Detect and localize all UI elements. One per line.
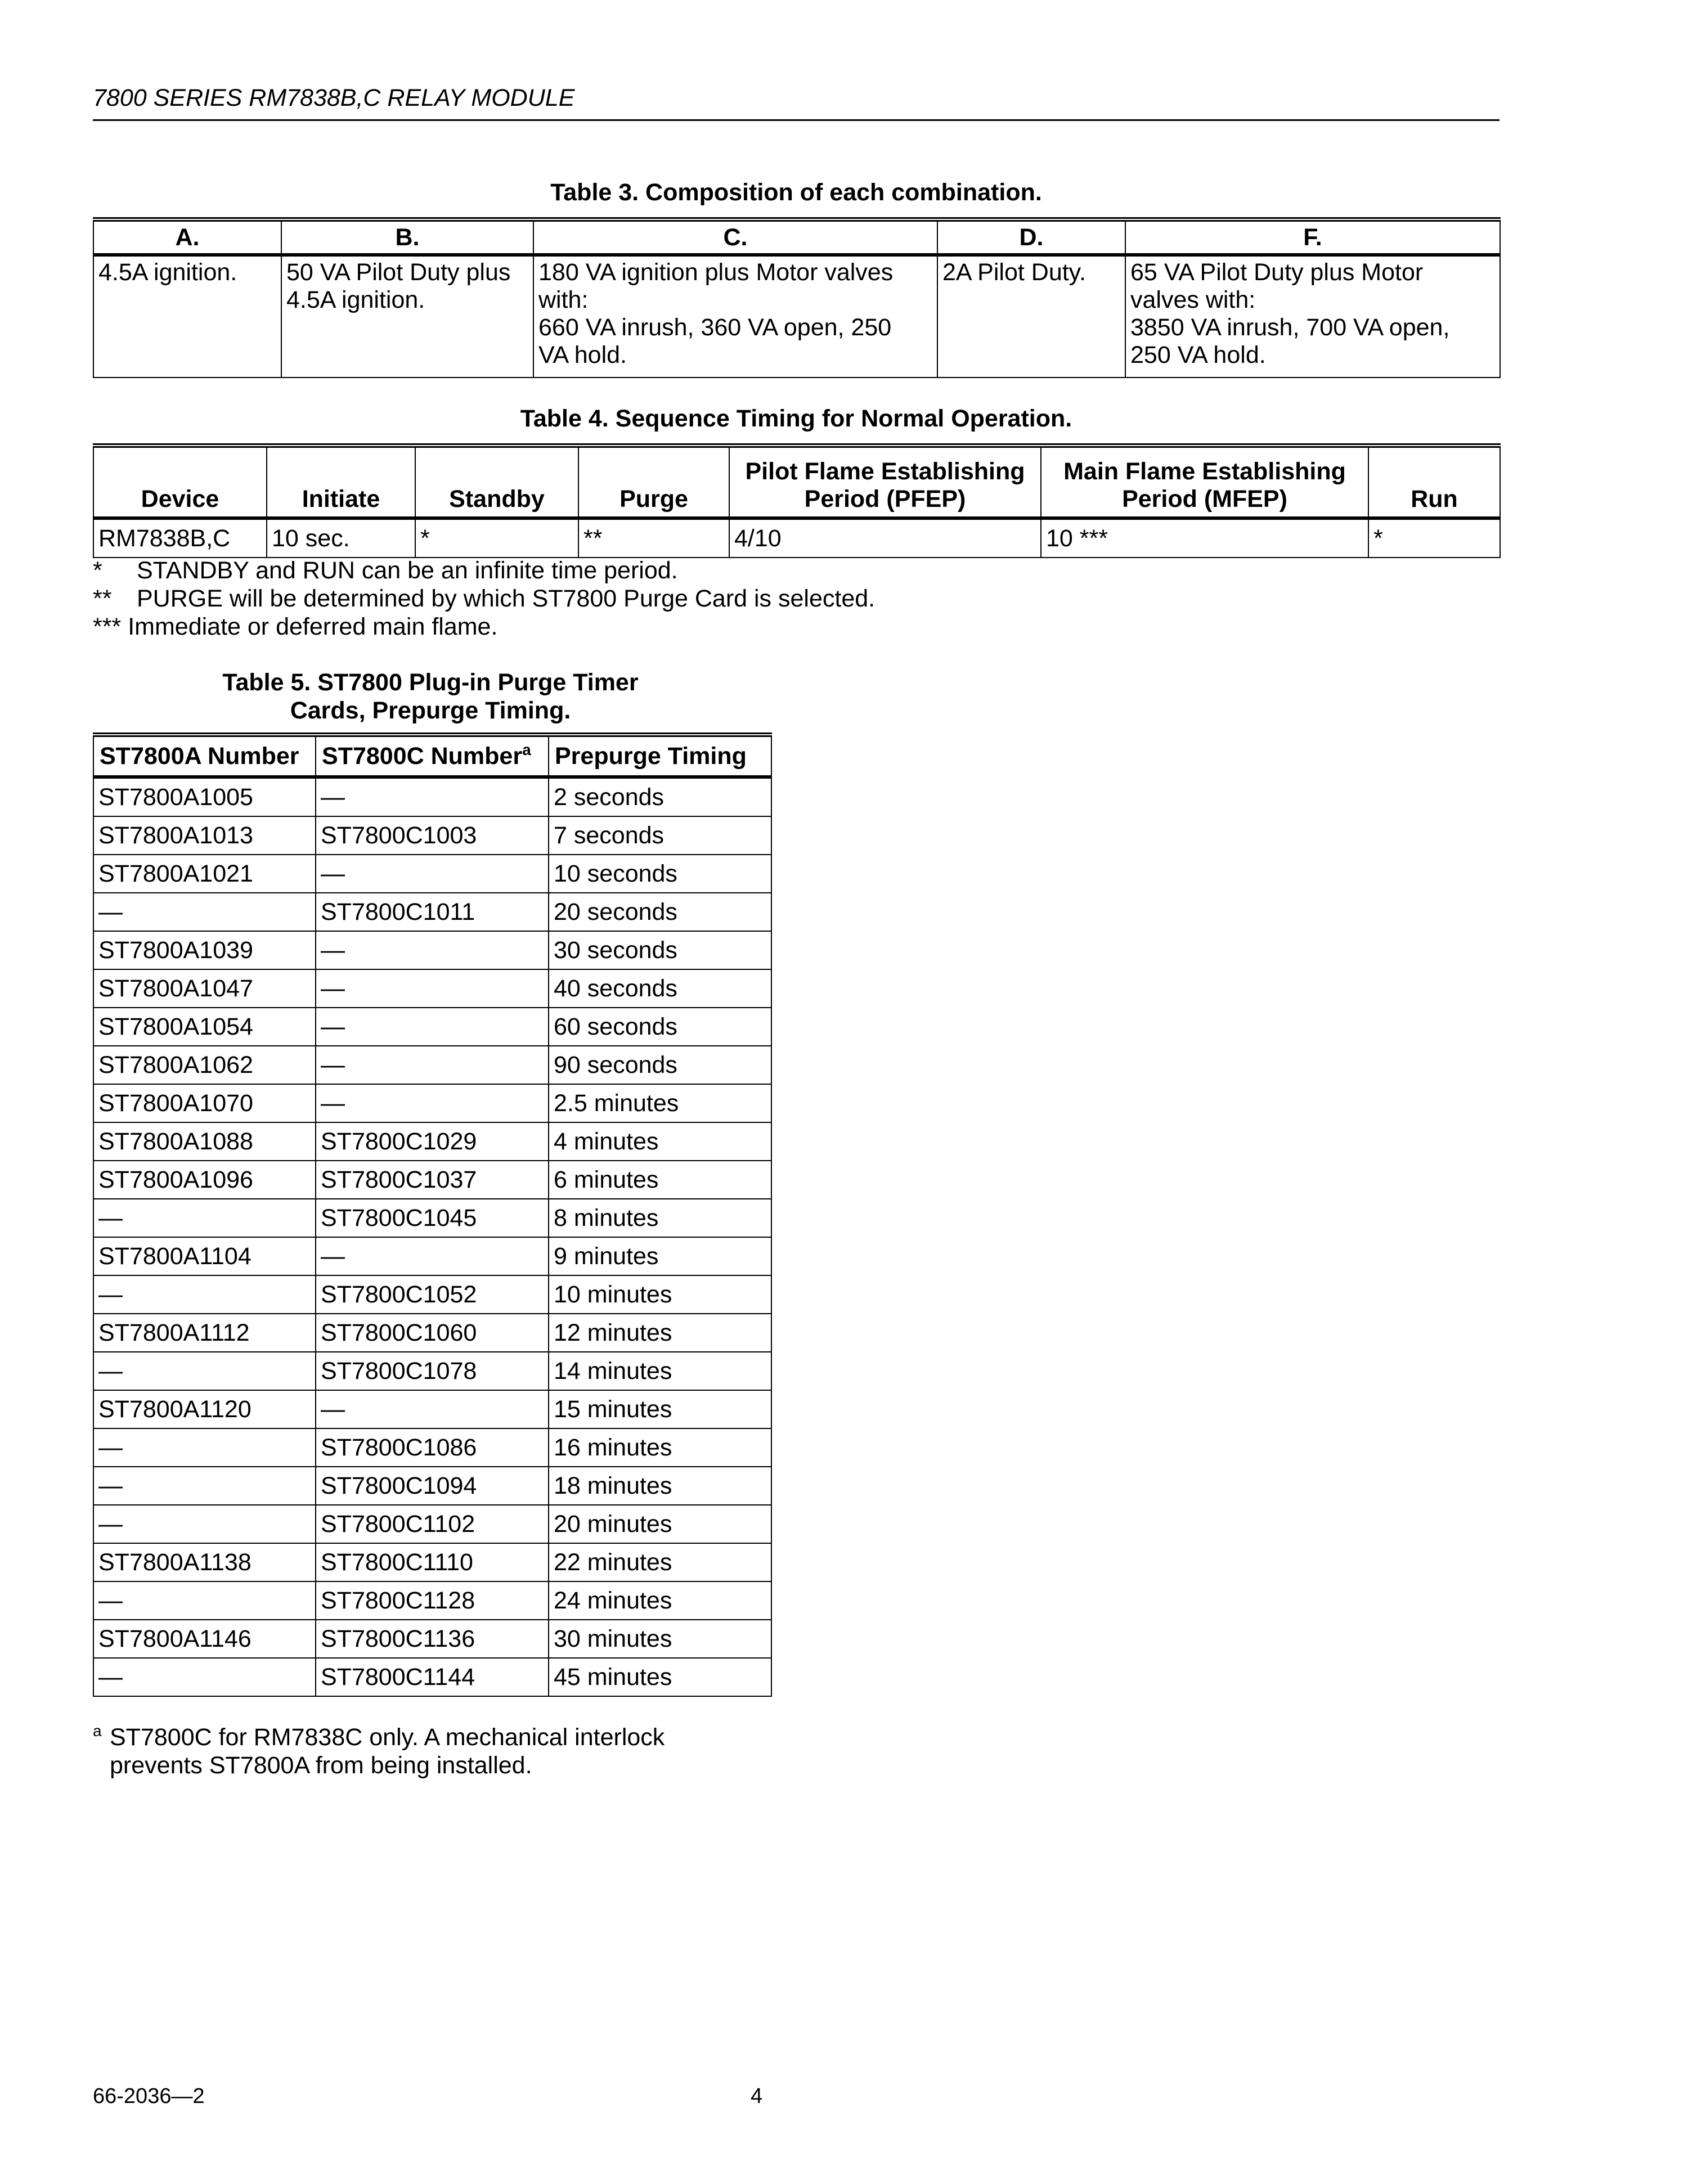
a-number-cell: ST7800A1096 (93, 1161, 316, 1199)
table3-header-cell: A. (93, 219, 281, 255)
table3-header-cell: C. (533, 219, 937, 255)
table5-header-cell: ST7800A Number (93, 735, 316, 777)
table4-header-cell: Main Flame Establishing Period (MFEP) (1041, 446, 1368, 518)
a-number-cell: ST7800A1138 (93, 1543, 316, 1581)
table-row (93, 1620, 771, 1658)
cell-line: VA hold. (538, 341, 627, 369)
footnote-line: prevents ST7800A from being installed. (110, 1752, 532, 1779)
c-number-cell: — (316, 855, 549, 893)
footnote-ref: a (522, 740, 531, 758)
table4 (93, 443, 1501, 558)
table4-header-cell: Initiate (267, 446, 415, 518)
table4-header-cell: Pilot Flame Establishing Period (PFEP) (729, 446, 1041, 518)
cell-line: 3850 VA inrush, 700 VA open, (1130, 314, 1450, 341)
c-number-cell: ST7800C1052 (316, 1275, 549, 1314)
header-rule (93, 119, 1500, 121)
cell-line: 50 VA Pilot Duty plus (286, 259, 511, 286)
a-number-cell: ST7800A1120 (93, 1390, 316, 1428)
table3-cell-b (281, 255, 533, 378)
footnote-mark: a (93, 1722, 102, 1740)
table-row (93, 1199, 771, 1237)
a-number-cell: ST7800A1054 (93, 1008, 316, 1046)
a-number-cell: ST7800A1047 (93, 969, 316, 1008)
table3-row (93, 255, 1500, 378)
footnote-text: ST7800C for RM7838C only. A mechanical interlock (110, 1724, 665, 1751)
table4-cell: RM7838B,C (93, 518, 267, 558)
table-row (93, 1658, 771, 1696)
table-row (93, 1275, 771, 1314)
table-row (93, 855, 771, 893)
table4-cell: * (415, 518, 578, 558)
table4-footnote (93, 585, 875, 613)
c-number-cell: ST7800C1144 (316, 1658, 549, 1696)
a-number-cell: — (93, 1428, 316, 1467)
a-number-cell: — (93, 1505, 316, 1543)
timing-cell: 10 seconds (549, 855, 771, 893)
a-number-cell: — (93, 1467, 316, 1505)
table3 (93, 217, 1501, 378)
timing-cell: 4 minutes (549, 1122, 771, 1161)
table4-cell: 4/10 (729, 518, 1041, 558)
c-number-cell: ST7800C1136 (316, 1620, 549, 1658)
table5-body (93, 777, 771, 1696)
table3-header-cell: D. (937, 219, 1125, 255)
footer-doc-number: 66-2036—2 (93, 2084, 205, 2108)
c-number-cell: ST7800C1045 (316, 1199, 549, 1237)
table4-header-row (93, 446, 1500, 518)
table-row (93, 1543, 771, 1581)
a-number-cell: — (93, 1581, 316, 1620)
header-text: ST7800C Number (322, 742, 523, 770)
table-row (93, 1161, 771, 1199)
timing-cell: 20 seconds (549, 893, 771, 931)
table3-header-cell: F. (1125, 219, 1500, 255)
a-number-cell: ST7800A1021 (93, 855, 316, 893)
cell-line: 65 VA Pilot Duty plus Motor (1130, 259, 1424, 286)
footer-page-number: 4 (751, 2084, 763, 2108)
timing-cell: 9 minutes (549, 1237, 771, 1275)
table5-header-cell: Prepurge Timing (549, 735, 771, 777)
table-row (93, 1008, 771, 1046)
c-number-cell: ST7800C1078 (316, 1352, 549, 1390)
table-row (93, 777, 771, 816)
table-row (93, 1352, 771, 1390)
table-row (93, 969, 771, 1008)
a-number-cell: ST7800A1088 (93, 1122, 316, 1161)
footnote-text: PURGE will be determined by which ST7800 Purge Card is selected. (137, 585, 876, 612)
table4-cell: * (1368, 518, 1500, 558)
c-number-cell: — (316, 1084, 549, 1122)
a-number-cell: — (93, 1352, 316, 1390)
table5-footnote (93, 1717, 665, 1779)
timing-cell: 45 minutes (549, 1658, 771, 1696)
a-number-cell: ST7800A1146 (93, 1620, 316, 1658)
table3-cell-f (1125, 255, 1500, 378)
c-number-cell: ST7800C1128 (316, 1581, 549, 1620)
c-number-cell: ST7800C1102 (316, 1505, 549, 1543)
table4-header-cell: Purge (578, 446, 729, 518)
timing-cell: 8 minutes (549, 1199, 771, 1237)
a-number-cell: — (93, 893, 316, 931)
table4-cell: 10 *** (1041, 518, 1368, 558)
a-number-cell: ST7800A1112 (93, 1314, 316, 1352)
table5 (93, 733, 772, 1697)
table3-cell-d (937, 255, 1125, 378)
caption-line: Table 5. ST7800 Plug-in Purge Timer (222, 669, 639, 696)
a-number-cell: ST7800A1104 (93, 1237, 316, 1275)
a-number-cell: ST7800A1070 (93, 1084, 316, 1122)
c-number-cell: ST7800C1110 (316, 1543, 549, 1581)
c-number-cell: — (316, 1237, 549, 1275)
table-row (93, 1122, 771, 1161)
table-row (93, 1428, 771, 1467)
table-row (93, 1046, 771, 1084)
table-row (93, 1467, 771, 1505)
table3-header-row (93, 219, 1500, 255)
table5-header-row (93, 735, 771, 777)
a-number-cell: — (93, 1199, 316, 1237)
timing-cell: 20 minutes (549, 1505, 771, 1543)
table-row (93, 1390, 771, 1428)
table-row (93, 893, 771, 931)
timing-cell: 30 minutes (549, 1620, 771, 1658)
c-number-cell: ST7800C1003 (316, 816, 549, 855)
table4-row (93, 518, 1500, 558)
table3-cell-a (93, 255, 281, 378)
timing-cell: 30 seconds (549, 931, 771, 969)
table-row (93, 1505, 771, 1543)
a-number-cell: — (93, 1658, 316, 1696)
cell-line: valves with: (1130, 286, 1256, 313)
timing-cell: 40 seconds (549, 969, 771, 1008)
table4-footnote (93, 557, 678, 585)
table4-caption: Table 4. Sequence Timing for Normal Operation. (520, 405, 1072, 432)
table5-caption (93, 668, 768, 725)
cell-line: 250 VA hold. (1130, 341, 1266, 369)
cell-line: 2A Pilot Duty. (942, 259, 1086, 286)
c-number-cell: — (316, 1046, 549, 1084)
c-number-cell: ST7800C1037 (316, 1161, 549, 1199)
footnote-text: STANDBY and RUN can be an infinite time period. (137, 557, 678, 584)
c-number-cell: — (316, 931, 549, 969)
table3-header-cell: B. (281, 219, 533, 255)
footnote-mark: ** (93, 585, 112, 612)
a-number-cell: ST7800A1039 (93, 931, 316, 969)
table-row (93, 931, 771, 969)
table-row (93, 1237, 771, 1275)
table-row (93, 1581, 771, 1620)
c-number-cell: ST7800C1086 (316, 1428, 549, 1467)
timing-cell: 24 minutes (549, 1581, 771, 1620)
table3-cell-c (533, 255, 937, 378)
footnote-text: Immediate or deferred main flame. (128, 613, 498, 640)
table4-header-cell: Run (1368, 446, 1500, 518)
table3-caption: Table 3. Composition of each combination. (550, 179, 1042, 206)
a-number-cell: ST7800A1013 (93, 816, 316, 855)
cell-line: 660 VA inrush, 360 VA open, 250 (538, 314, 892, 341)
running-header-title: 7800 SERIES RM7838B,C RELAY MODULE (93, 84, 575, 111)
timing-cell: 22 minutes (549, 1543, 771, 1581)
timing-cell: 10 minutes (549, 1275, 771, 1314)
footnote-line (93, 1717, 665, 1751)
timing-cell: 16 minutes (549, 1428, 771, 1467)
c-number-cell: — (316, 777, 549, 816)
c-number-cell: ST7800C1029 (316, 1122, 549, 1161)
table4-header-cell: Device (93, 446, 267, 518)
table5-header-cell (316, 735, 549, 777)
table-row (93, 1084, 771, 1122)
c-number-cell: ST7800C1011 (316, 893, 549, 931)
timing-cell: 60 seconds (549, 1008, 771, 1046)
c-number-cell: — (316, 1390, 549, 1428)
timing-cell: 90 seconds (549, 1046, 771, 1084)
timing-cell: 2 seconds (549, 777, 771, 816)
c-number-cell: ST7800C1094 (316, 1467, 549, 1505)
a-number-cell: ST7800A1005 (93, 777, 316, 816)
table4-footnote (93, 613, 497, 641)
c-number-cell: — (316, 969, 549, 1008)
timing-cell: 14 minutes (549, 1352, 771, 1390)
timing-cell: 15 minutes (549, 1390, 771, 1428)
c-number-cell: — (316, 1008, 549, 1046)
footnote-mark: *** (93, 613, 122, 640)
timing-cell: 18 minutes (549, 1467, 771, 1505)
cell-line: 4.5A ignition. (98, 259, 237, 286)
cell-line: with: (538, 286, 589, 313)
cell-line: 180 VA ignition plus Motor valves (538, 259, 894, 286)
timing-cell: 12 minutes (549, 1314, 771, 1352)
c-number-cell: ST7800C1060 (316, 1314, 549, 1352)
timing-cell: 7 seconds (549, 816, 771, 855)
table4-cell: 10 sec. (267, 518, 415, 558)
table-row (93, 816, 771, 855)
a-number-cell: ST7800A1062 (93, 1046, 316, 1084)
a-number-cell: — (93, 1275, 316, 1314)
timing-cell: 6 minutes (549, 1161, 771, 1199)
footnote-mark: * (93, 557, 102, 584)
caption-line: Cards, Prepurge Timing. (290, 697, 571, 724)
table4-header-cell: Standby (415, 446, 578, 518)
cell-line: 4.5A ignition. (286, 286, 425, 313)
timing-cell: 2.5 minutes (549, 1084, 771, 1122)
table-row (93, 1314, 771, 1352)
table4-cell: ** (578, 518, 729, 558)
